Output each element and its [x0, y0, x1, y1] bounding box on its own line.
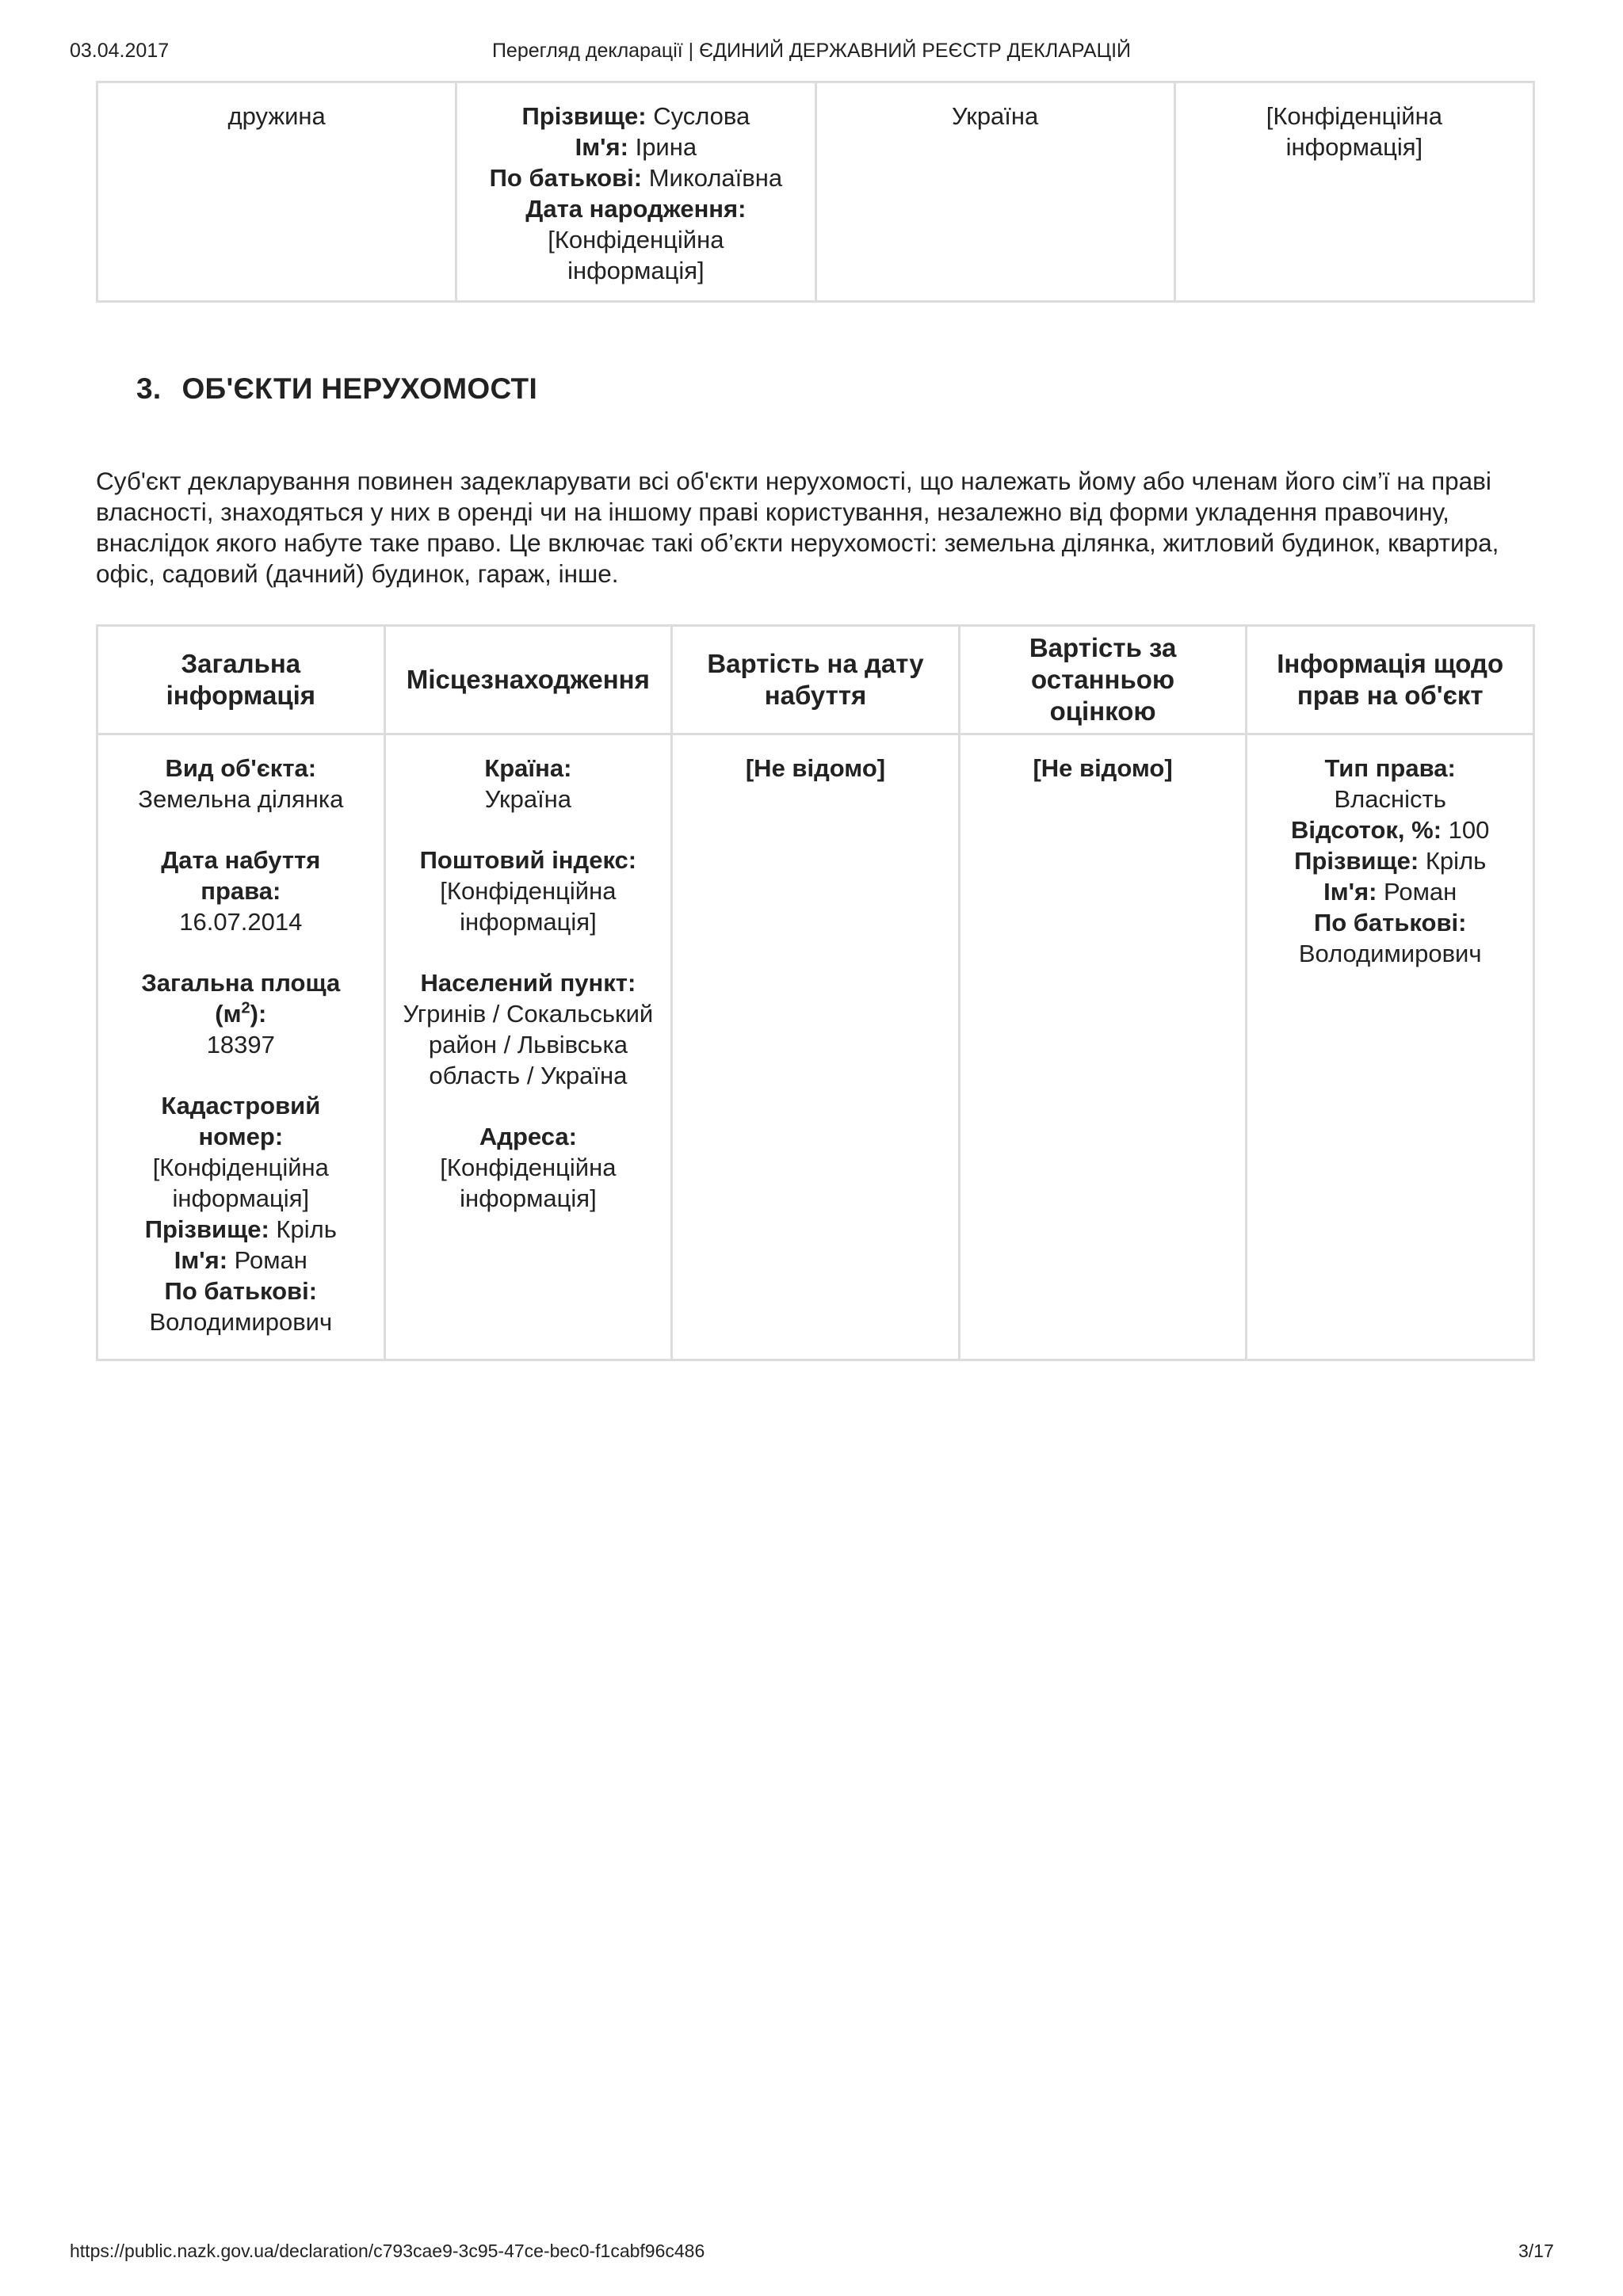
object-type-label: Вид об'єкта:: [165, 754, 317, 782]
cost-assessment-cell: [959, 734, 1247, 1360]
birthdate-label: Дата народження:: [525, 195, 747, 223]
family-members-table: [96, 81, 1535, 303]
name-value: Ірина: [635, 133, 697, 161]
address-value: [Конфіденційна інформація]: [440, 1154, 617, 1212]
real-estate-table: [96, 624, 1535, 1361]
rights-patronymic-value: Володимирович: [1298, 940, 1482, 967]
residence-value: [Конфіденційна інформація]: [1266, 102, 1442, 161]
owner-name-value: Роман: [234, 1246, 307, 1274]
owner-name-label: Ім'я:: [174, 1246, 228, 1274]
patronymic-label: По батькові:: [489, 164, 643, 192]
residence-cell: [1174, 82, 1533, 302]
owner-surname-label: Прізвище:: [144, 1215, 269, 1243]
acquisition-date-label: Дата набуття права:: [161, 846, 321, 905]
address-label: Адреса:: [479, 1123, 577, 1150]
patronymic-value: Миколаївна: [648, 164, 783, 192]
cadastral-value: [Конфіденційна інформація]: [152, 1154, 329, 1212]
table-row: [97, 82, 1534, 302]
relation-value: дружина: [227, 102, 326, 130]
country-value: Україна: [484, 785, 572, 813]
section-number: 3.: [136, 372, 162, 405]
object-type-value: Земельна ділянка: [138, 785, 344, 813]
citizenship-value: Україна: [951, 102, 1039, 130]
section-heading: [136, 372, 537, 406]
area-value: 18397: [206, 1031, 275, 1058]
right-type-label: Тип права:: [1324, 754, 1456, 782]
country-label: Країна:: [484, 754, 572, 782]
section-description: Суб'єкт декларування повинен задекларувати всі об'єкти нерухомості, що належать йому або членам його сім’ї на праві власності, знаходяться у них в оренді чи на іншому праві користування, незалежно від форми укладення правочину, внаслідок якого набуте таке право. Це включає такі об’єкти нерухомості: земельна ділянка, житловий будинок, квартира, офіс, садовий (дачний) будинок, гараж, інше.: [96, 467, 1499, 588]
header-location: Місцезнаходження: [384, 626, 672, 734]
area-label: Загальна площа $(м^2)$:: [141, 969, 341, 1028]
header-cost-acquisition: Вартість на дату набуття: [672, 626, 960, 734]
postcode-value: [Конфіденційна інформація]: [440, 877, 617, 936]
general-info-cell: [97, 734, 385, 1360]
cost-assessment-value: [Не відомо]: [1033, 754, 1173, 782]
cadastral-label: Кадастровий номер:: [161, 1092, 321, 1150]
postcode-label: Поштовий індекс:: [419, 846, 637, 874]
share-label: Відсоток, %:: [1291, 816, 1442, 844]
rights-cell: [1247, 734, 1534, 1360]
location-cell: [384, 734, 672, 1360]
right-type-value: Власність: [1334, 785, 1446, 813]
citizenship-cell: [815, 82, 1174, 302]
surname-value: Суслова: [653, 102, 750, 130]
header-general-info: Загальна інформація: [97, 626, 385, 734]
print-date: 03.04.2017: [70, 40, 170, 62]
share-value: 100: [1448, 816, 1490, 844]
owner-patronymic-value: Володимирович: [149, 1308, 333, 1336]
name-label: Ім'я:: [575, 133, 628, 161]
surname-label: Прізвище:: [521, 102, 647, 130]
cost-acquisition-value: [Не відомо]: [745, 754, 886, 782]
table-header-row: [97, 626, 1534, 734]
rights-patronymic-label: По батькові:: [1313, 909, 1467, 936]
header-cost-assessment: Вартість за останньою оцінкою: [959, 626, 1247, 734]
rights-name-label: Ім'я:: [1323, 878, 1377, 906]
relation-cell: [97, 82, 456, 302]
header-rights-info: Інформація щодо прав на об'єкт: [1247, 626, 1534, 734]
settlement-value: Угринів / Сокальський район / Львівська область / Україна: [403, 1000, 654, 1089]
acquisition-date-value: 16.07.2014: [179, 908, 303, 936]
owner-surname-value: Кріль: [276, 1215, 337, 1243]
person-cell: [456, 82, 815, 302]
rights-surname-value: Кріль: [1425, 847, 1487, 875]
rights-name-value: Роман: [1384, 878, 1457, 906]
settlement-label: Населений пункт:: [420, 969, 636, 997]
table-row: [97, 734, 1534, 1360]
page-title: Перегляд декларації | ЄДИНИЙ ДЕРЖАВНИЙ РЕЄСТР ДЕКЛАРАЦІЙ: [491, 40, 1132, 62]
page-number: 3/17: [1518, 2241, 1554, 2261]
page-url: https://public.nazk.gov.ua/declaration/c793cae9-3c95-47ce-bec0-f1cabf96c486: [70, 2241, 705, 2261]
owner-patronymic-label: По батькові:: [164, 1277, 318, 1305]
cost-acquisition-cell: [672, 734, 960, 1360]
rights-surname-label: Прізвище:: [1294, 847, 1419, 875]
section-title: ОБ'ЄКТИ НЕРУХОМОСТІ: [181, 372, 538, 405]
birthdate-value: [Конфіденційна інформація]: [548, 226, 724, 284]
